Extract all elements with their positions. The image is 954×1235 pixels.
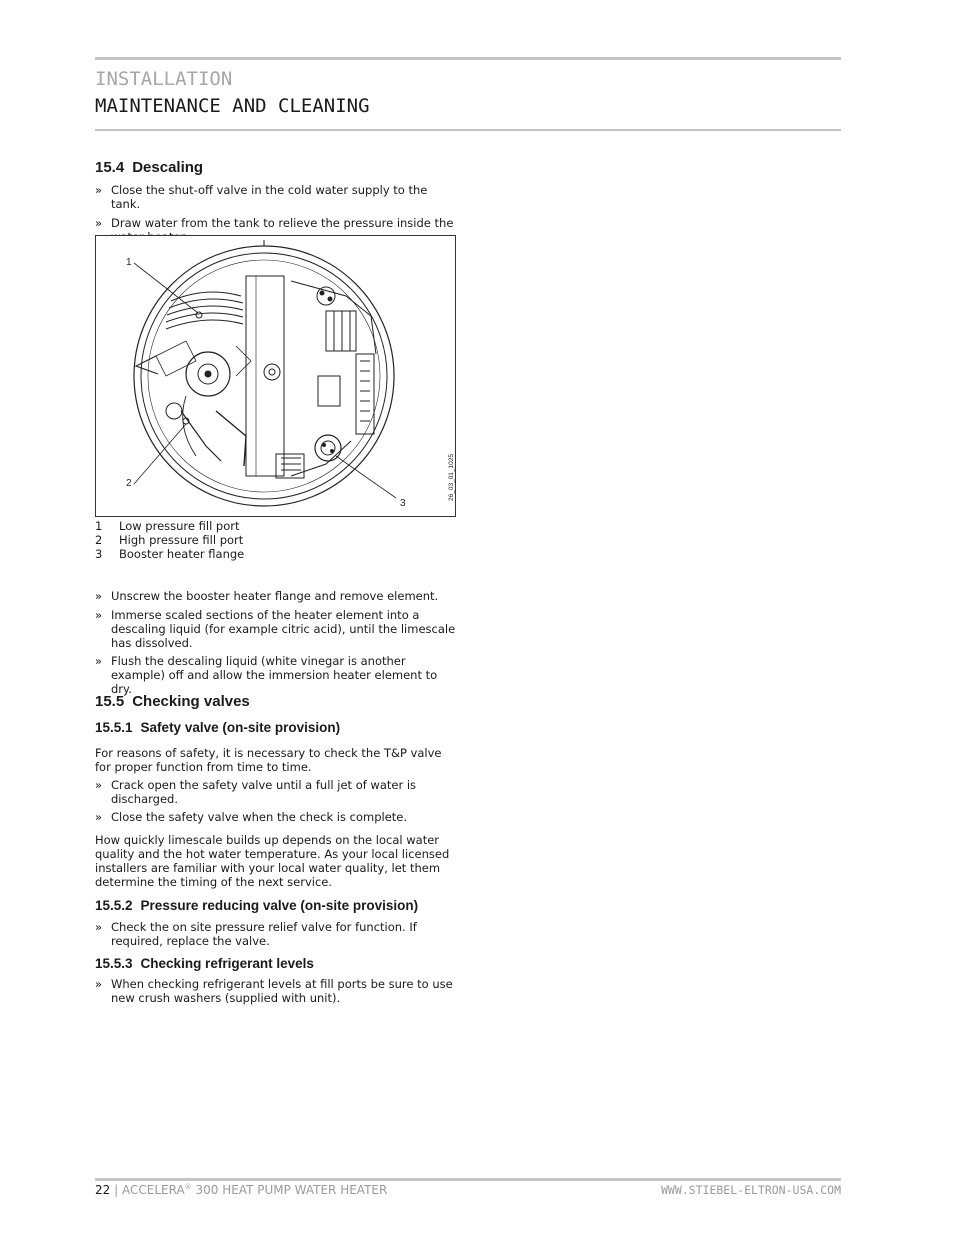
list-item-text: Draw water from the tank to relieve the pressure inside the: [111, 216, 454, 230]
header-divider: [95, 129, 841, 131]
registered-mark: ®: [184, 1183, 192, 1191]
list-item-text: When checking refrigerant levels at fill ports be sure to use new crush washers (supplied with unit).: [111, 977, 453, 1005]
list-item-text: Close the shut-off valve in the cold water supply to the tank.: [111, 183, 428, 211]
list-item: [95, 183, 457, 211]
inner-ring: [148, 260, 380, 492]
list-item-text: Close the safety valve when the check is complete.: [111, 810, 408, 824]
bullet-mark: »: [95, 810, 103, 824]
list-item-text: Crack open the safety valve until a full jet of water is discharged.: [111, 778, 417, 806]
list-item: [95, 608, 457, 650]
subsection-number: 15.5.1: [95, 720, 133, 735]
figure-code: 26_03_01_1025: [448, 454, 455, 501]
legend-text: High pressure fill port: [119, 533, 244, 547]
bullet-mark: »: [95, 654, 103, 668]
bullet-mark: »: [95, 216, 103, 230]
list-item-text: Check the on site pressure relief valve for function. If required, replace the valve.: [111, 920, 417, 948]
section-15-5-2-heading: [95, 899, 457, 913]
subsection-title: Pressure reducing valve (on-site provision): [140, 898, 419, 913]
paragraph: For reasons of safety, it is necessary to check the T&P valve for proper function from time to time.: [95, 746, 442, 774]
valve-component: [166, 403, 182, 419]
legend-item: [95, 533, 457, 547]
subsection-number: 15.5.3: [95, 956, 133, 971]
footer-separator: |: [114, 1183, 119, 1197]
sensor-component: [264, 364, 280, 380]
list-item: [95, 810, 457, 824]
legend-number: 3: [95, 547, 103, 561]
list-item-text: Flush the descaling liquid (white vinegar is another example) off and allow the immersion heater element to dry.: [111, 654, 438, 696]
footer-left: [95, 1183, 387, 1197]
bullet-mark: »: [95, 920, 103, 934]
section-title: Checking valves: [132, 693, 250, 710]
subsection-title: Checking refrigerant levels: [140, 956, 314, 971]
safety-valve-body: [95, 746, 457, 889]
list-item: [95, 589, 457, 603]
bullet-mark: »: [95, 589, 103, 603]
pressure-valve-body: [95, 920, 457, 948]
section-15-5-3-heading: [95, 957, 457, 971]
outer-housing: [134, 246, 394, 506]
page-number: 22: [95, 1183, 111, 1197]
paragraph: How quickly limescale builds up depends on the local water quality and the hot water temperature. As your local licensed installers are familiar with your local water quality, let them determine the timing of the next service.: [95, 833, 450, 889]
product-name: 300 HEAT PUMP WATER HEATER: [191, 1183, 388, 1197]
bullet-mark: »: [95, 183, 103, 197]
list-item-text: Unscrew the booster heater flange and remove element.: [111, 589, 439, 603]
callout-2: 2: [126, 478, 132, 489]
descaling-steps-b: [95, 589, 457, 696]
fitting: [317, 287, 335, 305]
callout-3: 3: [400, 498, 406, 509]
legend-text: Booster heater flange: [119, 547, 245, 561]
footer-rule: [95, 1178, 841, 1181]
list-item: [95, 920, 457, 948]
section-number: 15.4: [95, 159, 125, 176]
list-item: [95, 778, 457, 806]
bullet-mark: »: [95, 778, 103, 792]
section-title: Descaling: [132, 159, 204, 176]
legend-item: [95, 519, 457, 533]
control-board: [356, 354, 374, 434]
list-item: [95, 654, 457, 696]
top-rule: [95, 57, 841, 60]
figure-legend: [95, 519, 457, 561]
legend-text: Low pressure fill port: [119, 519, 240, 533]
list-item-text: Immerse scaled sections of the heater element into a descaling liquid (for example citric acid), until the limescale has dissolved.: [111, 608, 456, 650]
brand-name: ACCELERA: [121, 1183, 185, 1197]
list-item: [95, 977, 457, 1005]
bullet-mark: »: [95, 977, 103, 991]
section-15-4-heading: [95, 161, 457, 175]
callout-1: 1: [126, 257, 132, 268]
heat-pump-top-view-figure: [95, 235, 456, 517]
subsection-title: Safety valve (on-site provision): [140, 720, 341, 735]
section-15-5-heading: [95, 695, 457, 709]
section-heading: INSTALLATION: [95, 68, 233, 90]
section-number: 15.5: [95, 693, 125, 710]
page-title: MAINTENANCE AND CLEANING: [95, 95, 370, 117]
legend-number: 2: [95, 533, 103, 547]
heat-pump-diagram: [96, 236, 455, 516]
legend-item: [95, 547, 457, 561]
section-15-5-1-heading: [95, 721, 457, 735]
website-url: WWW.STIEBEL-ELTRON-USA.COM: [660, 1183, 841, 1197]
bullet-mark: »: [95, 608, 103, 622]
refrigerant-body: [95, 977, 457, 1005]
legend-number: 1: [95, 519, 103, 533]
subsection-number: 15.5.2: [95, 898, 133, 913]
terminal-block: [326, 311, 356, 351]
inner-housing: [141, 253, 387, 499]
low-pressure-port: [196, 312, 202, 318]
coil-assembly: [166, 292, 243, 329]
